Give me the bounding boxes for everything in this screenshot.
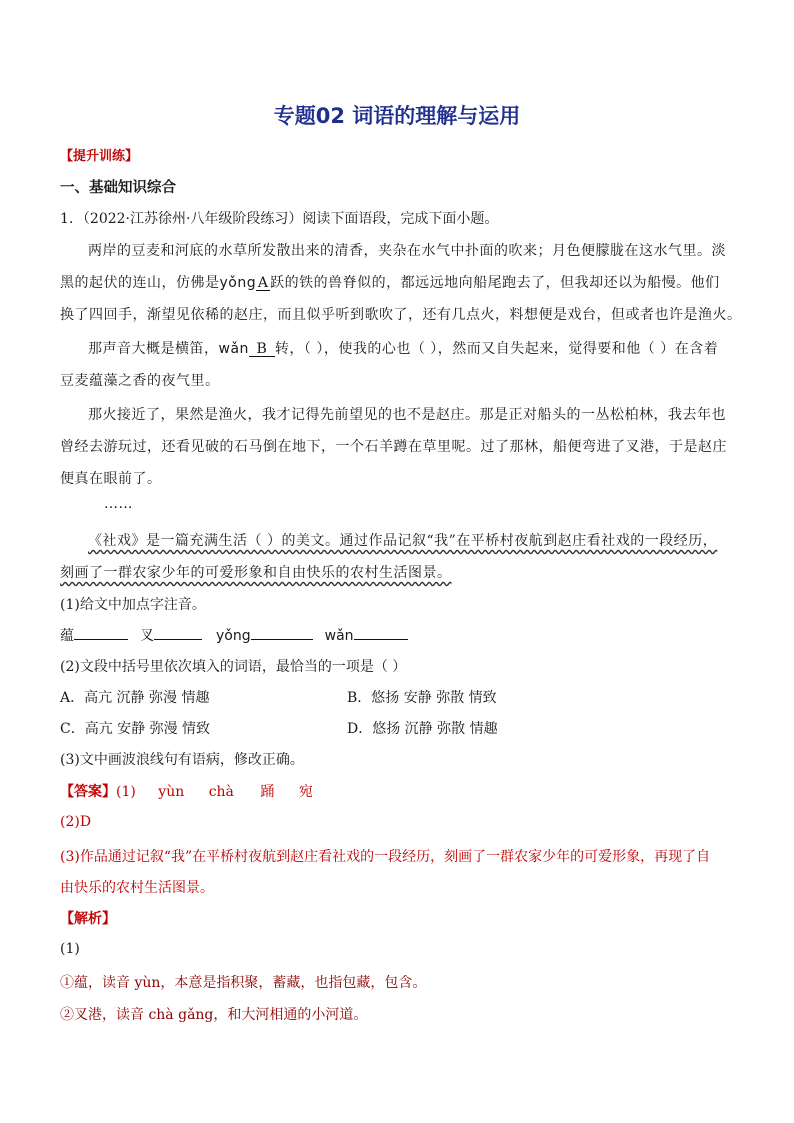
passage-text: 那声音大概是横笛， — [88, 341, 219, 357]
option-a[interactable]: A．高亢 沉静 弥漫 情趣 — [60, 690, 210, 706]
pinyin-blanks — [60, 625, 408, 645]
passage-line — [88, 338, 718, 358]
blank-a: A — [257, 275, 269, 291]
passage-text: 黑的起伏的连山，仿佛是 — [60, 275, 220, 291]
option-b[interactable]: B．悠扬 安静 弥散 情致 — [347, 690, 497, 706]
analysis-label — [60, 908, 116, 928]
answer-item: 宛 — [298, 784, 313, 800]
answer-item: chà — [208, 784, 234, 800]
passage-line — [88, 530, 717, 550]
answer-prefix: (1) — [116, 784, 136, 800]
section-heading: 一、基础知识综合 — [60, 180, 176, 196]
answer-blank[interactable] — [354, 639, 408, 640]
analysis-label-text: 【解析】 — [60, 911, 116, 927]
answer-line-3: (3)作品通过记叙“我”在平桥村夜航到赵庄看社戏的一段经历，刻画了一群农家少年的可爱形象，再现了自 — [60, 849, 711, 865]
analysis-part-1: (1) — [60, 941, 80, 957]
answer-line-2: (2)D — [60, 814, 92, 830]
passage-line: 曾经去游玩过，还看见破的石马倒在地下，一个石羊蹲在草里呢。过了那林，船便弯进了叉港，于是赵庄 — [60, 439, 727, 455]
option-c[interactable]: C．高亢 安静 弥漫 情致 — [60, 721, 211, 737]
answer-blank[interactable] — [251, 639, 313, 640]
wavy-sentence-2: 刻画了一群农家少年的可爱形象和自由快乐的农村生活图景。 — [60, 565, 452, 581]
passage-line: 两岸的豆麦和河底的水草所发散出来的清香，夹杂在水气中扑面的吹来；月色便朦胧在这水气里。淡 — [88, 243, 726, 259]
question-stem: 1．（2022·江苏徐州·八年级阶段练习）阅读下面语段，完成下面小题。 — [60, 211, 499, 227]
passage-text: 转，（ ），使我的心也（ ），然而又自失起来，觉得要和他（ ）在含着 — [274, 341, 719, 357]
answer-blank[interactable] — [74, 639, 128, 640]
passage-line: 那火接近了，果然是渔火，我才记得先前望见的也不是赵庄。那是正对船头的一丛松柏林，我去年也 — [88, 407, 726, 423]
passage-line — [60, 272, 720, 292]
ellipsis: …… — [104, 496, 133, 512]
answer-blank[interactable] — [154, 639, 202, 640]
blank-label: 叉 — [140, 628, 154, 644]
answer-item: 踊 — [260, 784, 275, 800]
pinyin-wan: wǎn — [218, 341, 249, 357]
training-tag: 【提升训练】 — [60, 149, 139, 164]
blank-b: B — [249, 342, 275, 357]
passage-line: 豆麦蕴藻之香的夜气里。 — [60, 373, 220, 389]
option-d[interactable]: D．悠扬 沉静 弥散 情趣 — [347, 721, 498, 737]
subquestion-1: (1)给文中加点字注音。 — [60, 597, 206, 613]
analysis-item-2: ②叉港，读音 chà gǎng，和大河相通的小河道。 — [60, 1007, 368, 1023]
passage-line: 换了四回手，渐望见依稀的赵庄，而且似乎听到歌吹了，还有几点火，料想便是戏台，但或者也许是渔火。 — [60, 307, 742, 323]
blank-label: yǒng — [216, 628, 251, 644]
answer-line-1 — [60, 781, 313, 801]
passage-line — [60, 562, 452, 582]
answer-item: yùn — [158, 784, 185, 800]
analysis-item-1: ①蕴，读音 yùn，本意是指积聚，蓄藏，也指包藏，包含。 — [60, 975, 427, 991]
wavy-sentence-1: 《社戏》是一篇充满生活（ ）的美文。通过作品记叙“我”在平桥村夜航到赵庄看社戏的一段经历， — [88, 533, 718, 549]
subquestion-2: (2)文段中括号里依次填入的词语，最恰当的一项是（ ） — [60, 659, 407, 675]
passage-text: 跃的铁的兽脊似的，都远远地向船尾跑去了，但我却还以为船慢。他们 — [270, 275, 720, 291]
pinyin-yong: yǒng — [219, 275, 257, 291]
answer-label: 【答案】 — [60, 784, 116, 800]
passage-line: 便真在眼前了。 — [60, 471, 162, 487]
blank-label: 蕴 — [60, 628, 74, 644]
answer-line-4: 由快乐的农村生活图景。 — [60, 880, 214, 896]
page-title: 专题02 词语的理解与运用 — [273, 104, 521, 128]
blank-label: wǎn — [324, 628, 354, 644]
subquestion-3: (3)文中画波浪线句有语病，修改正确。 — [60, 752, 304, 768]
